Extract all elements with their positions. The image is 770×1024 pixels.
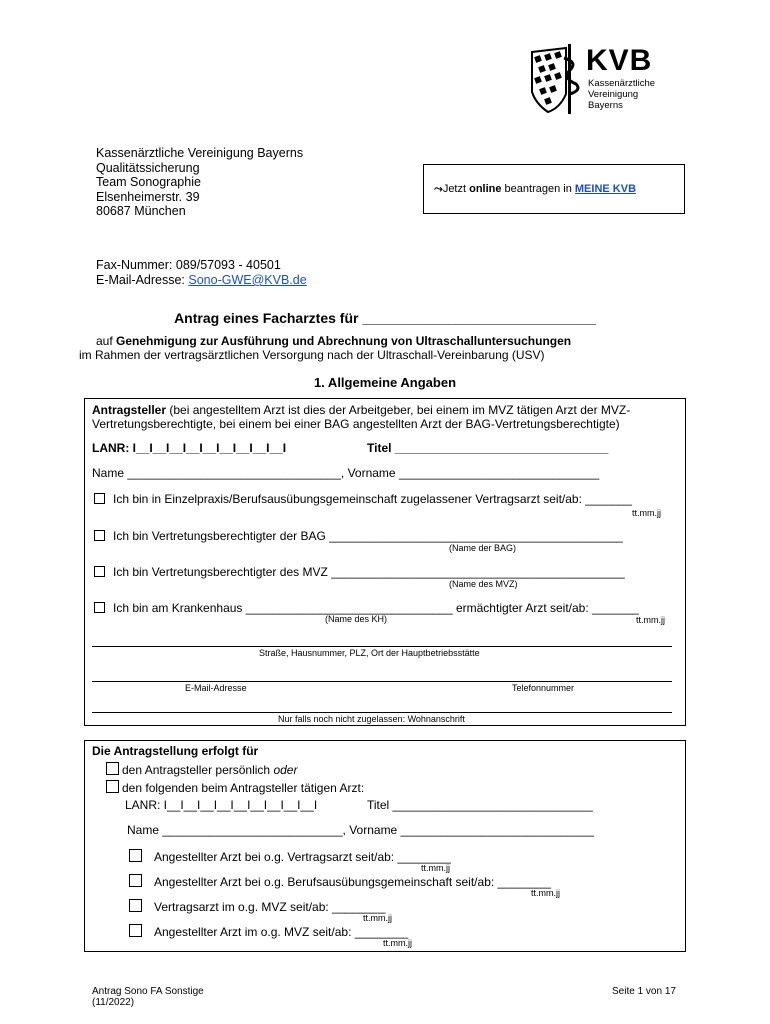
subtitle-prefix: auf: [96, 334, 117, 348]
checkbox-krankenhaus[interactable]: [94, 602, 105, 613]
recipient-address: [96, 146, 303, 219]
kvb-logo: [530, 44, 670, 114]
date-hint-c1: tt.mm.jj: [421, 863, 450, 873]
phone-hint: Telefonnummer: [512, 683, 575, 693]
date-hint-c3: tt.mm.jj: [363, 913, 392, 923]
address-line-4: Elsenheimerstr. 39: [96, 189, 200, 204]
opt-krankenhaus: Ich bin am Krankenhaus _______________________________ ermächtigter Arzt seit/ab: _______: [113, 601, 639, 615]
checkbox-other-doctor[interactable]: [106, 780, 119, 793]
subtitle-line-2: im Rahmen der vertragsärztlichen Versorgung nach der Ultraschall-Vereinbarung (USV): [79, 348, 545, 362]
checkbox-employed-vertragsarzt[interactable]: [129, 849, 142, 862]
titel2-field[interactable]: Titel ______________________________: [367, 798, 593, 812]
checkbox-employed-bag[interactable]: [129, 874, 142, 887]
subtitle-line-1: [96, 334, 571, 348]
opt-bag: Ich bin Vertretungsberechtigter der BAG ____________________________________________: [113, 529, 623, 543]
checkbox-einzelpraxis[interactable]: [94, 493, 105, 504]
logo-title: KVB: [586, 44, 653, 77]
application-for-box: [84, 740, 686, 952]
opt-other-doctor: den folgenden beim Antragsteller tätigen Arzt:: [122, 781, 365, 795]
opt-employed-vertragsarzt: Angestellter Arzt bei o.g. Vertragsarzt seit/ab: ________: [154, 850, 451, 864]
footer-doc-date: (11/2022): [92, 997, 135, 1008]
email-phone-input-line[interactable]: [92, 681, 672, 682]
opt-personal: den Antragsteller persönlich: [122, 763, 274, 777]
opt-einzelpraxis: Ich bin in Einzelpraxis/Berufsausübungsgemeinschaft zugelassener Vertragsarzt seit/ab: _______: [113, 492, 632, 506]
kh-hint: (Name des KH): [325, 614, 388, 624]
meine-kvb-link[interactable]: MEINE KVB: [574, 183, 637, 195]
address-line-3: Team Sonographie: [96, 175, 201, 189]
date-hint-1: tt.mm.jj: [632, 508, 661, 518]
opt-oder: oder: [273, 763, 298, 777]
mvz-hint: (Name des MVZ): [449, 579, 518, 589]
bavaria-shield-icon: [530, 44, 580, 114]
arrow-right-icon: ⤳: [434, 183, 443, 195]
opt-mvz: Ich bin Vertretungsberechtigter des MVZ ____________________________________________: [113, 565, 625, 579]
name2-field[interactable]: Name ___________________________, Vorname _____________________________: [127, 823, 595, 837]
applicant-heading: Antragsteller: [92, 403, 167, 417]
logo-sub-line-1: Kassenärztliche: [588, 78, 656, 89]
street-input-line[interactable]: [92, 646, 672, 647]
checkbox-personal[interactable]: [106, 762, 119, 775]
opt-vertragsarzt-mvz: Vertragsarzt im o.g. MVZ seit/ab: ________: [154, 900, 386, 914]
bag-hint: (Name der BAG): [449, 543, 517, 553]
email-link[interactable]: Sono-GWE@KVB.de: [188, 273, 307, 287]
applicant-desc: (bei angestelltem Arzt ist dies der Arbeitgeber, bei einem im MVZ tätigen Arzt der MVZ-: [166, 403, 631, 417]
name-field[interactable]: Name ________________________________, Vorname ______________________________: [92, 466, 600, 480]
online-bold: online: [469, 183, 502, 195]
checkbox-bag[interactable]: [94, 530, 105, 541]
opt-employed-bag: Angestellter Arzt bei o.g. Berufsausübungsgemeinschaft seit/ab: ________: [154, 875, 551, 889]
section-title: 1. Allgemeine Angaben: [313, 375, 457, 390]
date-hint-c2: tt.mm.jj: [531, 888, 560, 898]
opt-employed-mvz: Angestellter Arzt im o.g. MVZ seit/ab: ________: [154, 925, 409, 939]
address-line-1: Kassenärztliche Vereinigung Bayerns: [96, 146, 304, 160]
home-address-input-line[interactable]: [92, 712, 672, 713]
contact-block: [96, 258, 307, 288]
titel-field[interactable]: Titel ________________________________: [367, 441, 609, 455]
lanr2-field[interactable]: LANR: I__I__I__I__I__I__I__I__I__I: [125, 798, 318, 812]
applicant-box: [84, 398, 686, 726]
page-number: Seite 1 von 17: [612, 986, 676, 997]
subtitle-bold: Genehmigung zur Ausführung und Abrechnung von Ultraschalluntersuchungen: [116, 334, 572, 348]
email-hint: E-Mail-Adresse: [185, 683, 247, 693]
street-hint: Straße, Hausnummer, PLZ, Ort der Hauptbetriebsstätte: [259, 648, 480, 658]
address-line-5: 80687 München: [96, 204, 186, 218]
home-hint: Nur falls noch nicht zugelassen: Wohnanschrift: [278, 714, 465, 724]
fax-number: Fax-Nummer: 089/57093 - 40501: [96, 258, 281, 272]
lanr-field[interactable]: LANR: I__I__I__I__I__I__I__I__I__I: [92, 441, 287, 455]
email-label: E-Mail-Adresse:: [96, 273, 189, 287]
footer-doc-name: Antrag Sono FA Sonstige: [92, 986, 204, 997]
applicant-desc-2: Vertretungsberechtigte, bei einem bei einer BAG angestellten Arzt der BAG-Vertretungsberechtigte): [92, 417, 620, 431]
form-title: Antrag eines Facharztes für ______________________________: [174, 310, 596, 326]
date-hint-4: tt.mm.jj: [636, 615, 665, 625]
online-middle: beantragen in: [501, 183, 575, 195]
logo-sub-line-2: Vereinigung: [588, 89, 639, 100]
checkbox-employed-mvz[interactable]: [129, 924, 142, 937]
address-line-2: Qualitätssicherung: [96, 160, 200, 175]
online-application-box: [423, 164, 685, 214]
footer-left: [92, 986, 204, 1008]
checkbox-vertragsarzt-mvz[interactable]: [129, 899, 142, 912]
checkbox-mvz[interactable]: [94, 566, 105, 577]
date-hint-c4: tt.mm.jj: [383, 938, 412, 948]
application-for-heading: Die Antragstellung erfolgt für: [92, 744, 259, 758]
online-prefix: Jetzt: [442, 183, 470, 195]
logo-sub-line-3: Bayerns: [588, 100, 623, 111]
